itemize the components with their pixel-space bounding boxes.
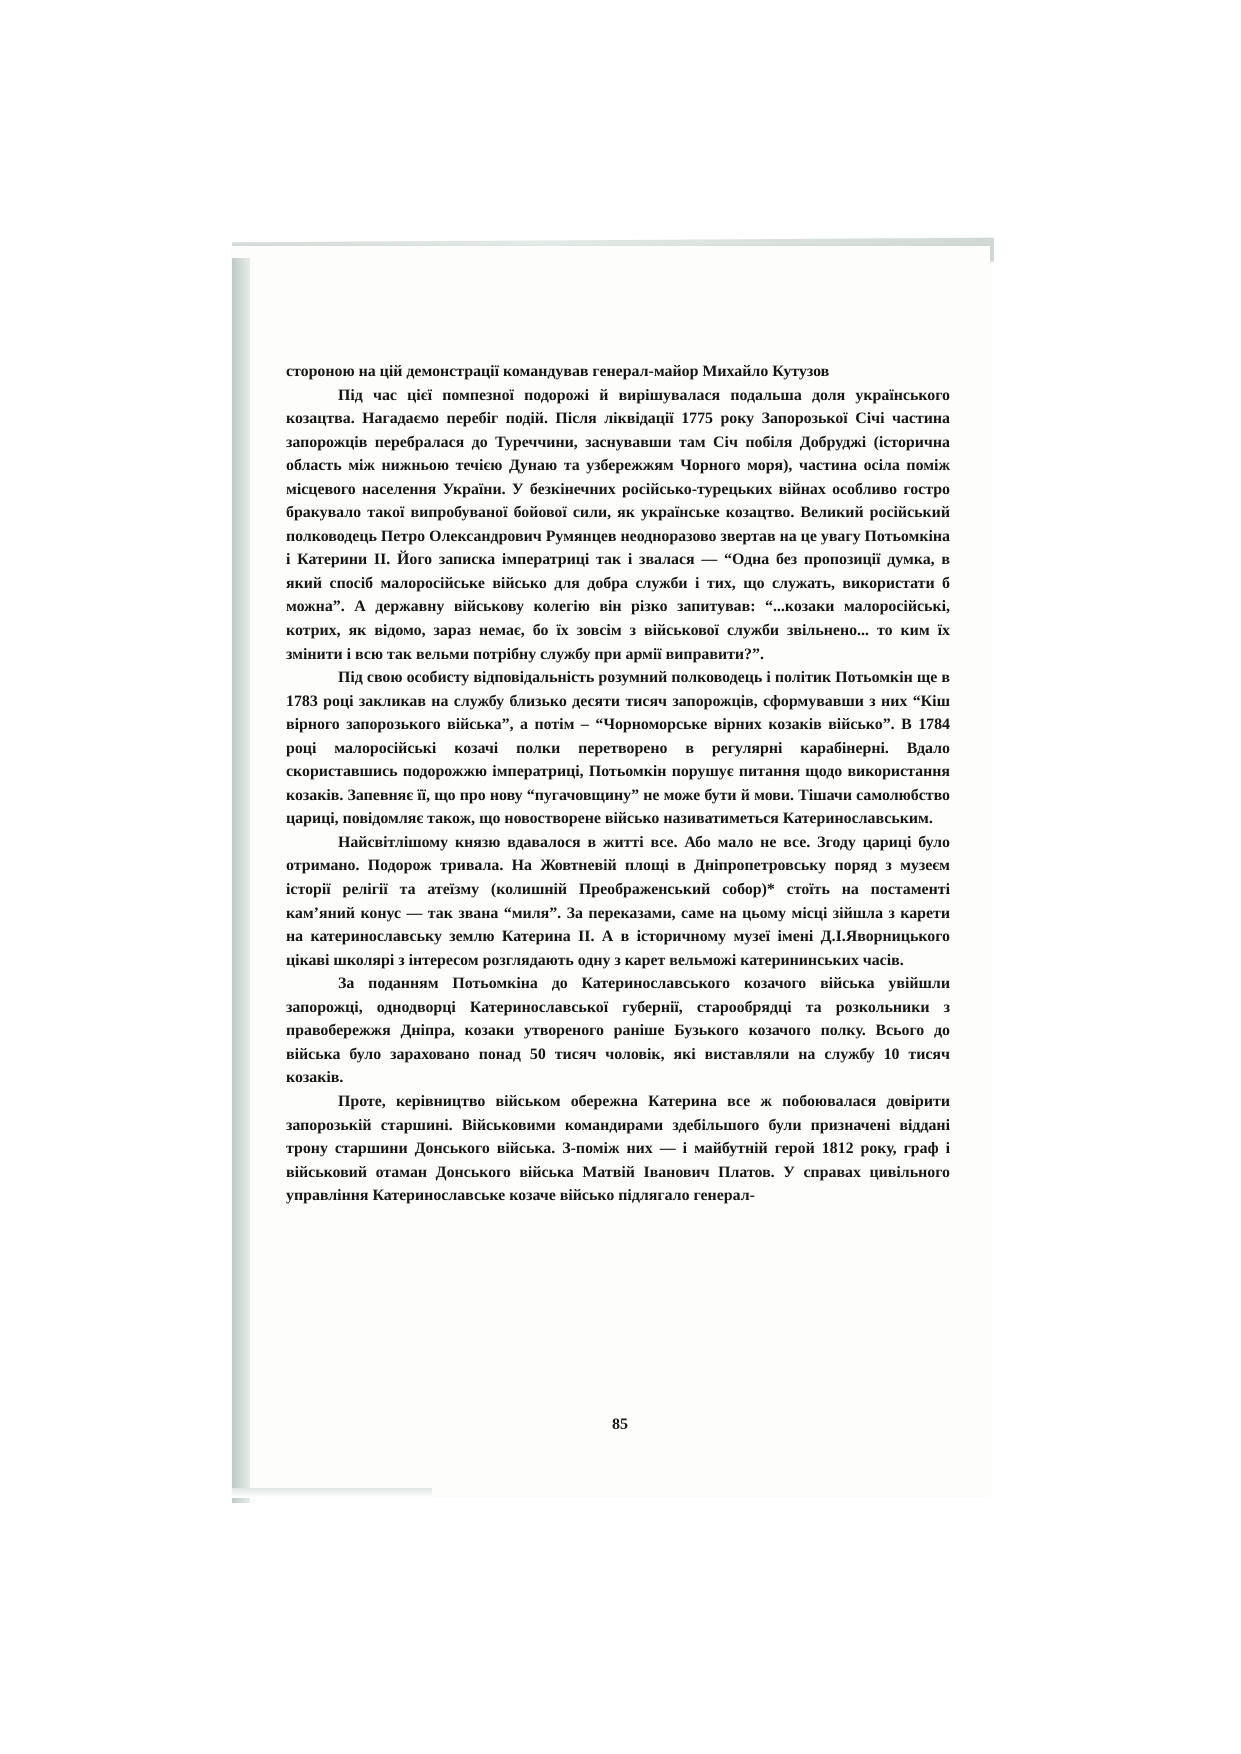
paragraph: Проте, керівництво військом обережна Катерина все ж побоювалася довірити запорозькій старшині. Військовими командирами здебільшого були призначені віддані трону старшини Донського війська. З-поміж них — і майбутній герой 1812 року, граф і військовий отаман Донського війська Матвій Іванович Платов. У справах цивільного управління Катеринославське козаче військо підлягало генерал-	[286, 1092, 950, 1205]
paragraph: Під час цієї помпезної подорожі й вирішувалася подальша доля українського козацтва. Нагадаємо перебіг подій. Після ліквідації 1775 року Запорозької Січі частина запорожців перебралася до Туреччини, заснувавши там Січ побіля Добруджі (історична область між нижньою течією Дунаю та узбережжям Чорного моря), частина осіла поміж місцевого населення України. У безкінечних російсько-турецьких війнах особливо гостро бракувало такої випробуваної бойової сили, як українське козацтво. Великий російський полководець Петро Олександрович Румянцев неодноразово звертав на це увагу Потьомкіна і Катерини II. Його записка імператриці так і звалася — “Одна без пропозиції думка, в який спосіб малоросійське військо для добра служби і тих, що служать, використати б можна”. А державну військову колегію він різко запитував: “...козаки малоросійські, котрих, як відомо, зараз немає, бо їх зовсім з військової служби звільнено... то ким їх змінити і всю так вельми потрібну службу при армії виправити?”.	[286, 386, 950, 663]
page-left-edge-shadow	[232, 258, 250, 1503]
paragraph: Найсвітлішому князю вдавалося в житті все. Або мало не все. Згоду цариці було отримано. Подорож тривала. На Жовтневій площі в Дніпропетровську поряд з музеєм історії релігії та атеїзму (колишній Преображенський собор)* стоїть на постаменті кам’яний конус — так звана “миля”. За переказами, саме на цьому місці зійшла з карети на катеринославську землю Катерина II. А в історичному музеї імені Д.І.Яворницького цікаві школярі з інтересом розглядають одну з карет вельможі катерининських часів.	[286, 833, 950, 969]
paragraph-continuation: стороною на цій демонстрації командував генерал-майор Михайло Кутузов	[286, 363, 830, 380]
paragraph: За поданням Потьомкіна до Катеринославського козачого війська увійшли запорожці, однодворці Катеринославської губернії, старообрядці та розкольники з правобережжя Дніпра, козаки утвореного раніше Бузького козачого полку. Всього до війська було зараховано понад 50 тисяч чоловік, які виставляли на службу 10 тисяч козаків.	[286, 975, 950, 1087]
page-number: 85	[612, 1416, 628, 1433]
paragraph: Під свою особисту відповідальність розумний полководець і політик Потьомкін ще в 1783 році закликав на службу близько десяти тисяч запорожців, сформувавши з них “Кіш вірного запорозького війська”, а потім – “Чорноморське вірних козаків військо”. В 1784 році малоросійські козачі полки перетворено в регулярні карабінерні. Вдало скориставшись подорожжю імператриці, Потьомкін порушує питання щодо використання козаків. Запевняє її, що про нову “пугачовщину” не може бути й мови. Тішачи самолюбство цариці, повідомляє також, що новостворене військо називатиметься Катеринославським.	[286, 669, 950, 828]
body-text	[286, 360, 950, 1208]
page-bottom-edge-shadow	[232, 1488, 432, 1498]
